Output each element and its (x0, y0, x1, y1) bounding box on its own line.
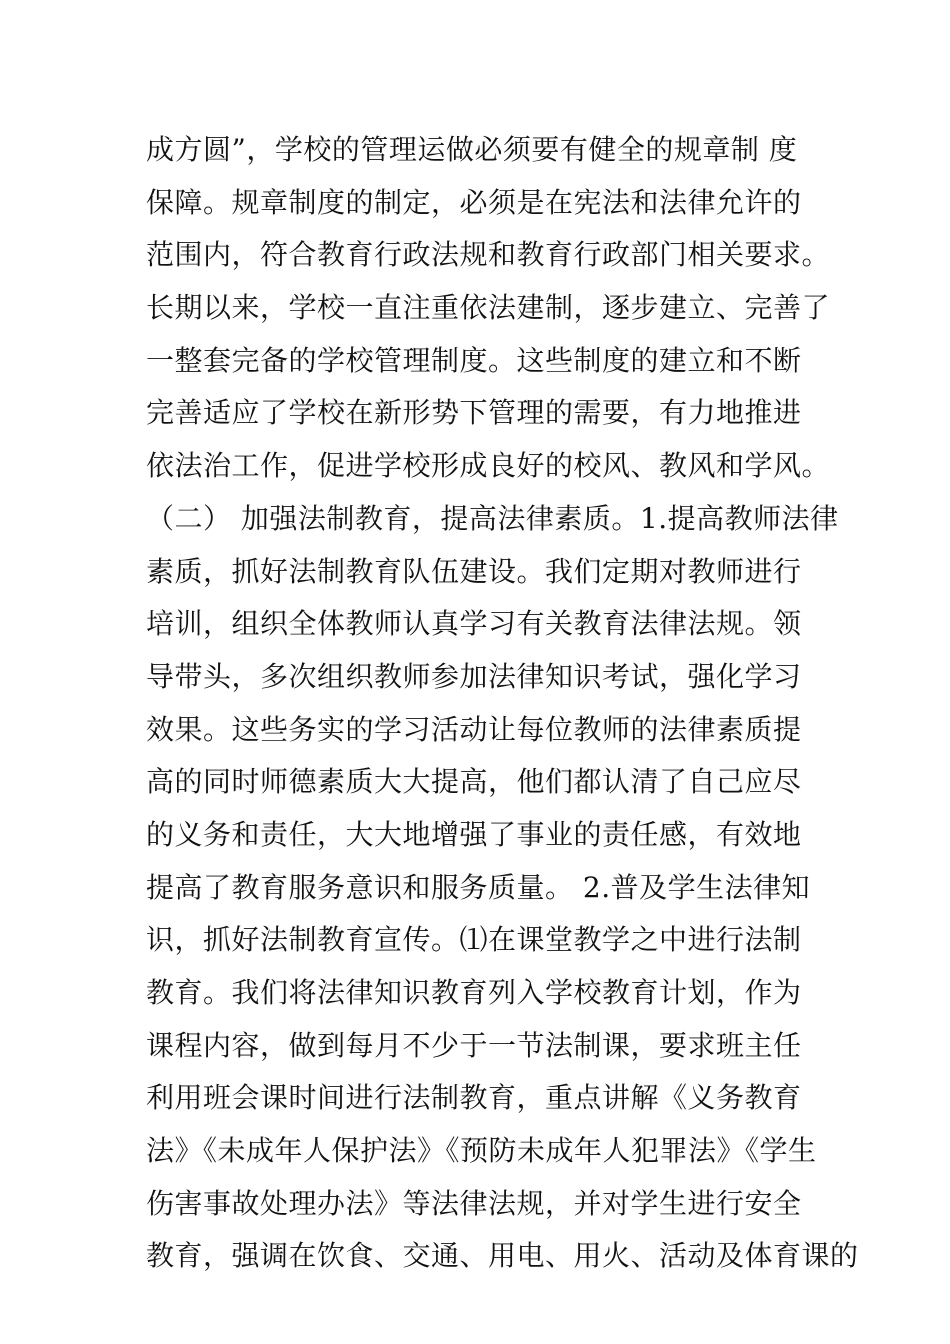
text-line: 课程内容，做到每月不少于一节法制课，要求班主任 (146, 1028, 802, 1062)
text-line: 高的同时师德素质大大提高，他们都认清了自己应尽 (146, 765, 802, 799)
text-line: 培训，组织全体教师认真学习有关教育法律法规。领 (146, 607, 802, 641)
text-line: 导带头，多次组织教师参加法律知识考试，强化学习 (146, 659, 802, 693)
text-line: （二） 加强法制教育，提高法律素质。1.提高教师法律 (146, 501, 839, 535)
text-line: 识，抓好法制教育宣传。⑴在课堂教学之中进行法制 (146, 923, 802, 957)
body-text (146, 124, 859, 1283)
text-line: 素质，抓好法制教育队伍建设。我们定期对教师进行 (146, 554, 802, 588)
text-line: 范围内，符合教育行政法规和教育行政部门相关要求。 (146, 238, 831, 272)
text-line: 利用班会课时间进行法制教育，重点讲解《义务教育 (146, 1081, 802, 1115)
text-line: 长期以来，学校一直注重依法建制，逐步建立、完善了 (146, 291, 831, 325)
text-line: 成方圆”，学校的管理运做必须要有健全的规章制 度 (146, 133, 798, 166)
text-line: 提高了教育服务意识和服务质量。 2.普及学生法律知 (146, 870, 811, 904)
text-line: 效果。这些务实的学习活动让每位教师的法律素质提 (146, 712, 802, 746)
text-line: 保障。规章制度的制定，必须是在宪法和法律允许的 (146, 185, 802, 219)
text-line: 的义务和责任，大大地增强了事业的责任感，有效地 (146, 817, 802, 851)
text-line: 依法治工作，促进学校形成良好的校风、教风和学风。 (146, 449, 831, 483)
text-line: 法》《未成年人保护法》《预防未成年人犯罪法》《学生 (146, 1134, 817, 1168)
text-line: 伤害事故处理办法》等法律法规，并对学生进行安全 (146, 1186, 802, 1220)
text-line: 一整套完备的学校管理制度。这些制度的建立和不断 (146, 343, 802, 377)
text-line: 教育。我们将法律知识教育列入学校教育计划，作为 (146, 976, 802, 1009)
text-line: 教育，强调在饮食、交通、用电、用火、活动及体育课的 (146, 1239, 859, 1273)
text-line: 完善适应了学校在新形势下管理的需要，有力地推进 (146, 396, 802, 430)
